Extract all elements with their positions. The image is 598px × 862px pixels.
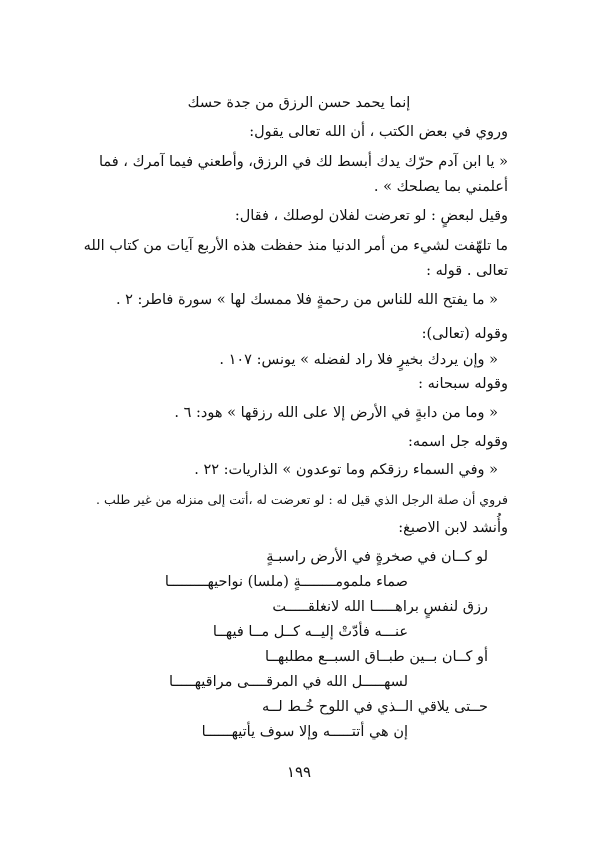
text-line: وقوله جل اسمه: [408,434,508,450]
verse-quote-line: « وما من دابةٍ في الأرض إلا على الله رزقها » هود: ٦ . [174,405,498,421]
verse-quote-line: « وفي السماء رزقكم وما توعدون » الذاريات: ٢٢ . [194,462,498,478]
page-number: ١٩٩ [286,763,312,781]
text-line: ما تلهّفت لشيء من أمر الدنيا منذ حفظت هذه الأربع آيات من كتاب الله [83,238,508,254]
poem-verse-second-half: عنـــه فأدّتْ إليــه كــل مــا فيهــا [212,624,408,640]
text-line: وأُنشد لابن الاصبغ: [398,520,508,536]
text-line: وروي في بعض الكتب ، أن الله تعالى يقول: [249,124,508,140]
text-line: تعالى . قوله : [426,263,508,279]
poem-verse-first-half: حــتى يلاقي الــذي في اللوح خُـط لــه [262,699,488,715]
poem-verse-first-half: رزق لنفسٍ براهـــــا الله لانغلقـــــت [272,599,488,615]
poem-verse-second-half: لسهـــــل الله في المرقــــى مراقيهـــــا [168,674,408,690]
verse-quote-line: « ما يفتح الله للناس من رحمةٍ فلا ممسك لها » سورة فاطر: ٢ . [115,292,498,308]
quote-line: أعلمني بما يصلحك » . [373,179,508,195]
text-line: وقيل لبعضٍ : لو تعرضت لفلان لوصلك ، فقال: [234,208,508,224]
poem-verse-first-half: لو كــان في صخرةٍ في الأرض راسبـةٍ [266,549,488,565]
verse-quote-line: « وإن يردك بخيرٍ فلا راد لفضله » يونس: ١٠٧ . [219,352,498,368]
poem-verse-second-half: صماء ملمومــــــــةٍ (ملسا) نواحيهـــــــــا [164,574,408,590]
text-line: فروي أن صلة الرجل الذي قيل له : لو تعرضت له ،أتت إلى منزله من غير طلب . [96,492,508,507]
quote-line: « يا ابن آدم حرّك يدك أبسط لك في الرزق، وأطعني فيما آمرك ، فما [98,154,508,170]
text-line: وقوله سبحانه : [418,376,508,392]
text-line: وقوله (تعالى): [421,326,508,342]
opening-verse-line: إنما يحمد حسن الرزق من جدة حسك [187,95,411,111]
poem-verse-second-half: إن هي أتتـــــه وإلا سوف يأتيهــــــا [201,724,408,740]
poem-verse-first-half: أو كــان بــين طبــاق السبــع مطلبهــا [265,649,488,665]
